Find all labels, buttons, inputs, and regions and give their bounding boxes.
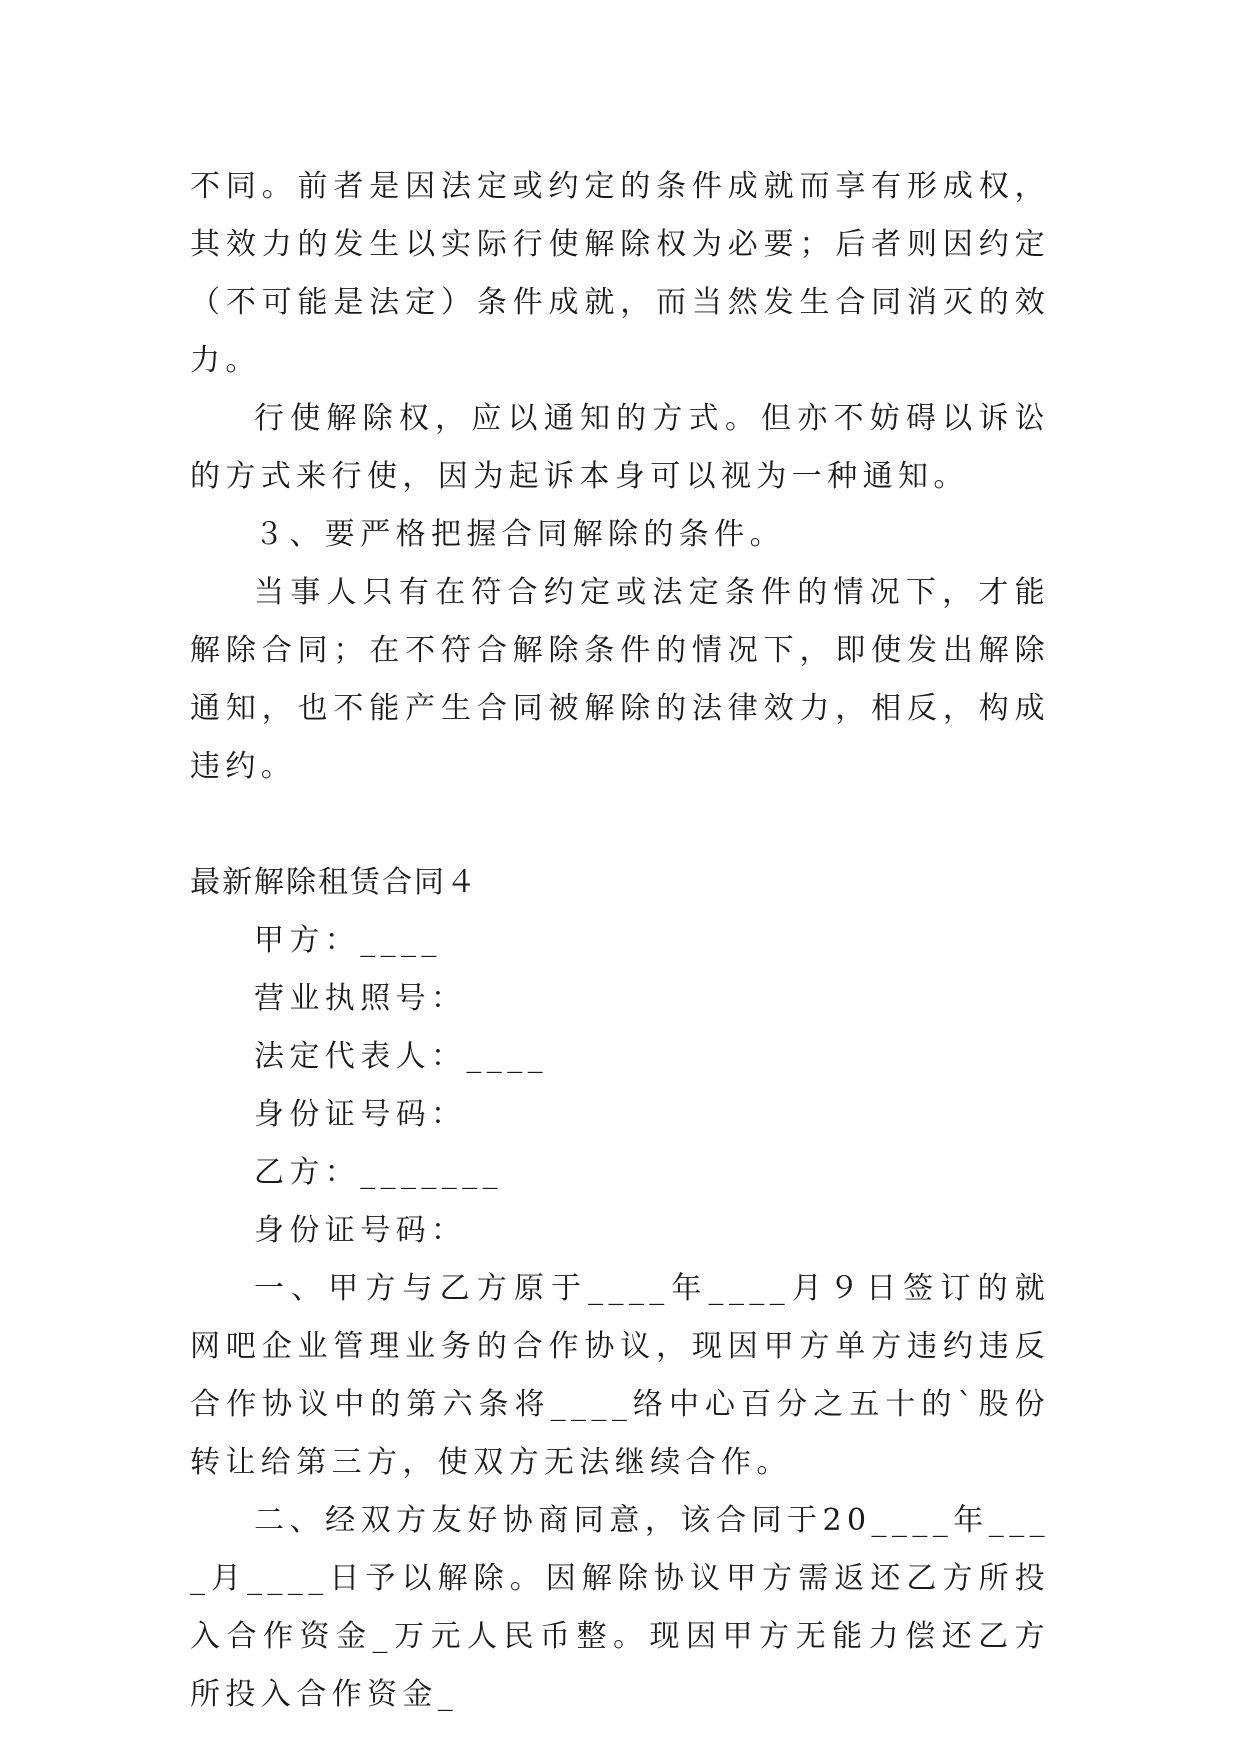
clause-one: 一、甲方与乙方原于____年____月９日签订的就网吧企业管理业务的合作协议，现因甲方单方违约违反合作协议中的第六条将____络中心百分之五十的`股份转让给第三方，使双方无法继续合作。 (190, 1271, 1050, 1480)
clause-two: 二、经双方友好协商同意，该合同于20____年____月____日予以解除。因解除协议甲方需返还乙方所投入合作资金_万元人民币整。现因甲方无能力偿还乙方所投入合作资金_ (190, 1503, 1050, 1712)
paragraph-exercise-rescission: 行使解除权，应以通知的方式。但亦不妨碍以诉讼的方式来行使，因为起诉本身可以视为一种通知。 (190, 401, 1050, 494)
paragraph-condition-difference: 不同。前者是因法定或约定的条件成就而享有形成权，其效力的发生以实际行使解除权为必要；后者则因约定（不可能是法定）条件成就，而当然发生合同消灭的效力。 (190, 169, 1050, 378)
party-a-id-field: 身份证号码： (254, 1097, 467, 1132)
legal-representative-field: 法定代表人：____ (254, 1039, 548, 1074)
party-b-id-field: 身份证号码： (254, 1213, 467, 1248)
paragraph-strict-conditions: ３、要严格把握合同解除的条件。 (254, 517, 785, 552)
section-title: 最新解除租赁合同４ (190, 865, 478, 900)
party-b-field: 乙方：_______ (254, 1155, 503, 1190)
party-a-field: 甲方：____ (254, 923, 442, 958)
business-license-field: 营业执照号： (254, 981, 467, 1016)
document-body (190, 158, 1050, 1724)
paragraph-party-conditions: 当事人只有在符合约定或法定条件的情况下，才能解除合同；在不符合解除条件的情况下，即使发出解除通知，也不能产生合同被解除的法律效力，相反，构成违约。 (190, 575, 1050, 784)
